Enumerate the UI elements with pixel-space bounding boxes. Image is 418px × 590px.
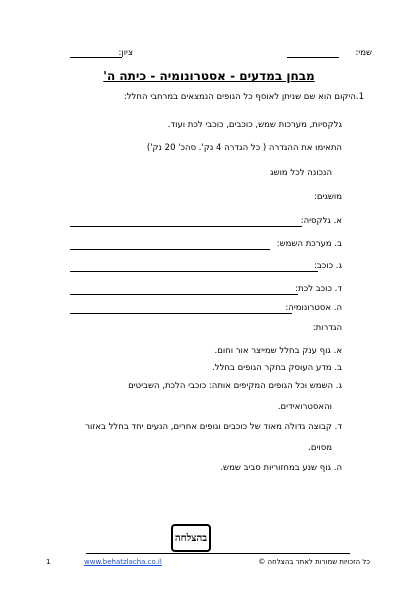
definition-c-cont: והאסטרואידים. bbox=[277, 402, 332, 412]
answer-line-solar-system[interactable] bbox=[70, 249, 270, 250]
grade-field[interactable] bbox=[70, 57, 122, 58]
page-title: מבחן במדעים - אסטרונומיה - כיתה ה' bbox=[103, 69, 315, 83]
footer-site-link[interactable]: www.behatzlacha.co.il bbox=[84, 558, 162, 566]
grade-label: ציון: bbox=[118, 48, 133, 58]
definition-d-cont: מסוים. bbox=[308, 443, 332, 453]
name-field[interactable] bbox=[287, 57, 339, 58]
footer-copyright: כל הזכויות שמורות לאתר בהצלחה © bbox=[258, 558, 370, 566]
definition-c: ג. השמש וכל הגופים המקיפים אותה: כוכבי הלכת, השביטים bbox=[128, 381, 342, 391]
definition-b: ב. מדע העוסק בחקר הגופים בחלל. bbox=[212, 363, 342, 373]
question-line-2: גלקסיות, מערכות שמש, כוכבים, כוכבי לכת ועוד. bbox=[167, 120, 342, 130]
answer-line-star[interactable] bbox=[70, 271, 318, 272]
concepts-heading: מושגים: bbox=[313, 192, 342, 202]
definition-a: א. גוף ענק בחלל שמייצר אור וחום. bbox=[214, 346, 342, 356]
answer-line-planet[interactable] bbox=[70, 294, 298, 295]
footer-divider bbox=[86, 553, 350, 554]
site-logo: בהצלחה bbox=[171, 524, 211, 552]
name-label: שמי: bbox=[355, 48, 372, 58]
answer-line-galaxy[interactable] bbox=[70, 226, 302, 227]
question-line-3: התאימו את ההגדרה ( כל הגדרה 4 נק'. סהכ' 20 נק') bbox=[146, 143, 342, 153]
page-number: 1 bbox=[46, 558, 51, 566]
answer-line-astronomy[interactable] bbox=[70, 313, 292, 314]
concept-star: ג. כוכב: bbox=[314, 261, 342, 271]
definitions-heading: הגדרות: bbox=[312, 323, 342, 333]
concept-astronomy: ה. אסטרונומיה: bbox=[285, 303, 342, 313]
concept-solar-system: ב. מערכת השמש: bbox=[276, 239, 342, 249]
question-line-1: 1.היקום הוא שם שניתן לאוסף כל הגופים הנמצאים במרחבי החלל: bbox=[123, 92, 364, 102]
definition-e: ה. גוף שנע במחזוריות סביב שמש. bbox=[220, 463, 342, 473]
concept-planet: ד. כוכב לכת: bbox=[295, 284, 342, 294]
concept-galaxy: א. גלקסיה: bbox=[300, 216, 342, 226]
definition-d: ד. קבוצה גדולה מאוד של כוכבים וגופים אחרים, הנעים יחד בחלל באזור bbox=[85, 422, 342, 432]
question-line-4: הנכונה לכל מושג bbox=[270, 168, 332, 178]
